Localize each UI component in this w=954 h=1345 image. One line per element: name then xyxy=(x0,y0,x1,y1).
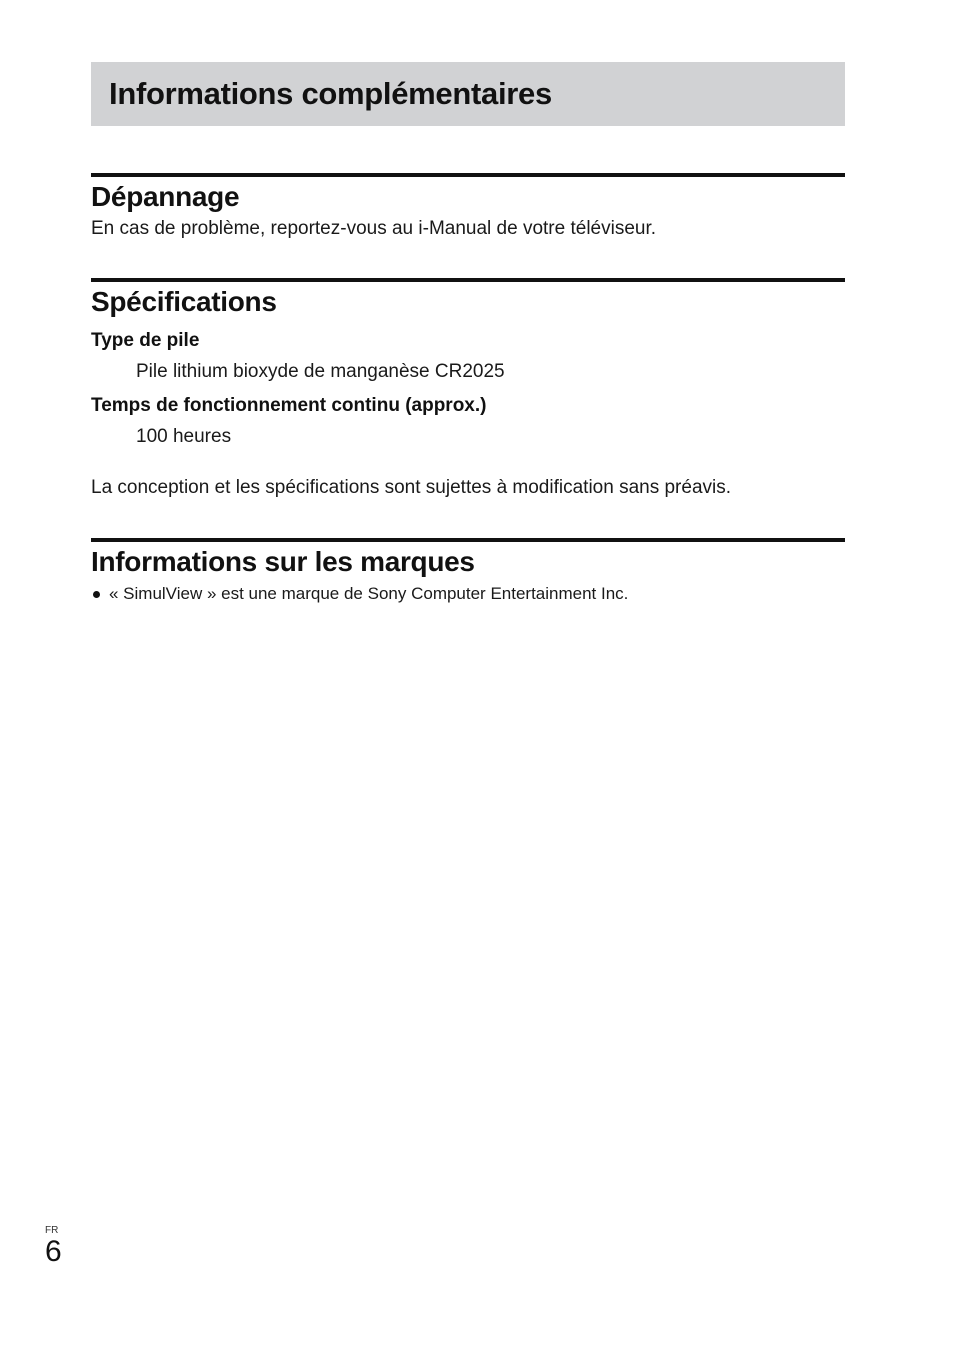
page-footer xyxy=(45,1225,62,1267)
section-divider xyxy=(91,278,845,282)
specifications-heading: Spécifications xyxy=(91,286,277,317)
spec-list xyxy=(91,329,845,449)
section-divider xyxy=(91,173,845,177)
troubleshooting-text: En cas de problème, reportez-vous au i-Manual de votre téléviseur. xyxy=(91,218,657,239)
spec-value-battery-type: Pile lithium bioxyde de manganèse CR2025 xyxy=(136,361,505,382)
language-code: FR xyxy=(45,1225,59,1236)
trademarks-section xyxy=(91,538,845,605)
page-number: 6 xyxy=(45,1235,62,1268)
spec-label-operating-time: Temps de fonctionnement continu (approx.) xyxy=(91,395,487,416)
specifications-section xyxy=(91,278,845,500)
troubleshooting-heading: Dépannage xyxy=(91,181,240,212)
spec-label-battery-type: Type de pile xyxy=(91,330,200,351)
spec-value-operating-time: 100 heures xyxy=(136,426,232,447)
section-divider xyxy=(91,538,845,542)
bullet-icon xyxy=(93,591,100,598)
specifications-note: La conception et les spécifications sont sujettes à modification sans préavis. xyxy=(91,477,732,498)
trademark-text: « SimulView » est une marque de Sony Computer Entertainment Inc. xyxy=(109,584,629,603)
trademarks-heading: Informations sur les marques xyxy=(91,546,475,577)
troubleshooting-section xyxy=(91,173,845,241)
chapter-title: Informations complémentaires xyxy=(109,76,552,111)
list-item xyxy=(91,583,845,605)
chapter-banner xyxy=(91,62,845,126)
